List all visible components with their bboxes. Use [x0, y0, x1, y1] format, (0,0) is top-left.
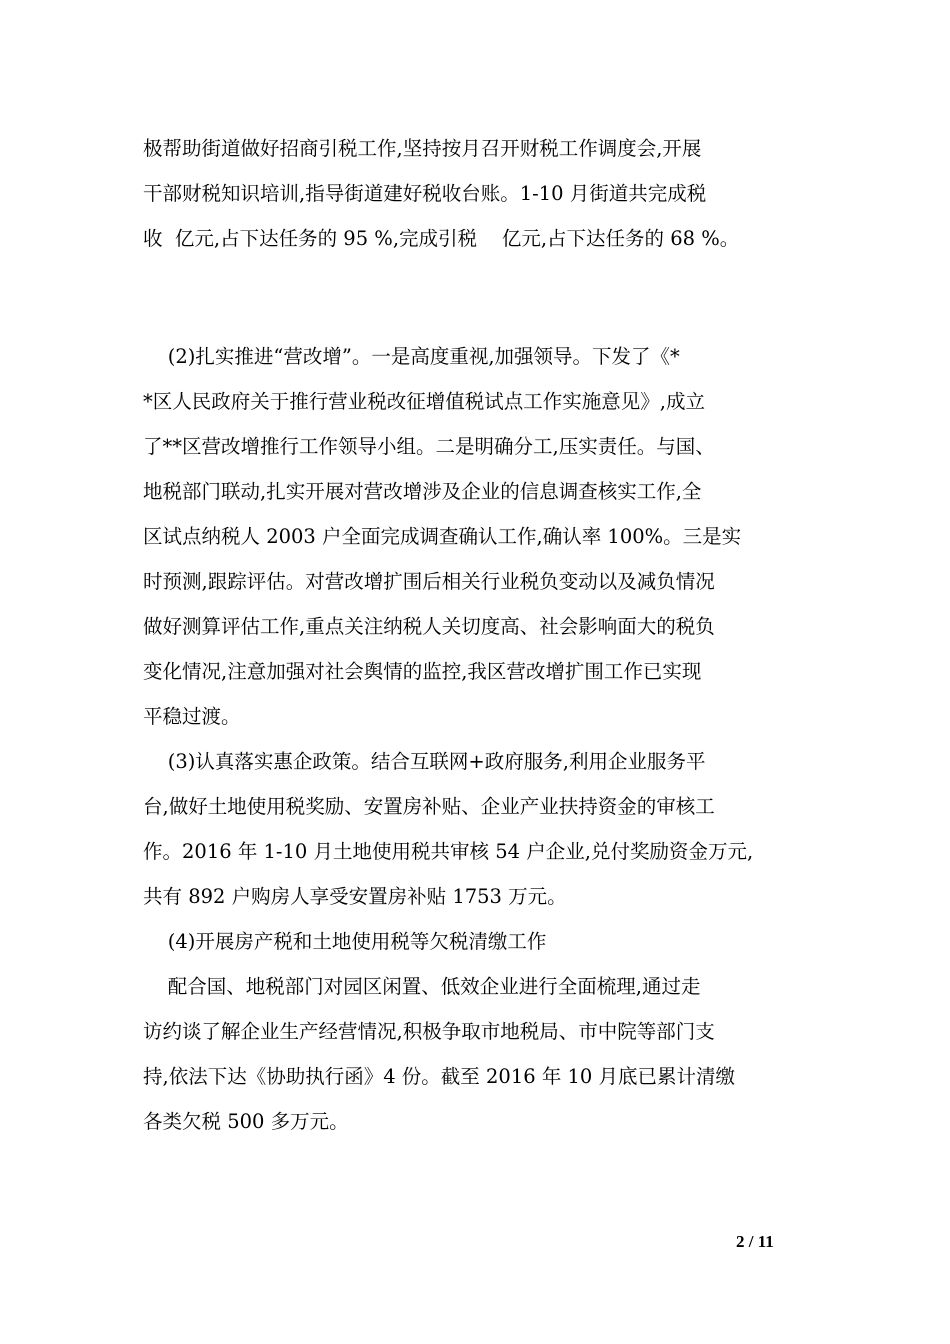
text-line: 做好测算评估工作,重点关注纳税人关切度高、社会影响面大的税负: [143, 615, 715, 638]
text-line: 共有 892 户购房人享受安置房补贴 1753 万元。: [143, 885, 567, 908]
text-line: 平稳过渡。: [143, 705, 241, 728]
page-number: 2 / 11: [736, 1232, 774, 1251]
text-line: 干部财税知识培训,指导街道建好税收台账。1-10 月街道共完成税: [143, 182, 707, 205]
text-line: 时预测,跟踪评估。对营改增扩围后相关行业税负变动以及减负情况: [143, 570, 715, 593]
text-line: *区人民政府关于推行营业税改征增值税试点工作实施意见》,成立: [143, 390, 705, 413]
paragraph-block-top: [143, 126, 811, 261]
text-line: (2)扎实推进“营改增”。一是高度重视,加强领导。下发了《*: [143, 345, 680, 368]
text-line: (4)开展房产税和土地使用税等欠税清缴工作: [143, 930, 547, 953]
text-line: 访约谈了解企业生产经营情况,积极争取市地税局、市中院等部门支: [143, 1020, 715, 1043]
text-line: 了**区营改增推行工作领导小组。二是明确分工,压实责任。与国、: [143, 435, 715, 458]
text-line: 变化情况,注意加强对社会舆情的监控,我区营改增扩围工作已实现: [143, 660, 702, 683]
text-line: 收 亿元,占下达任务的 95 %,完成引税 亿元,占下达任务的 68 %。: [143, 227, 740, 250]
text-line: 配合国、地税部门对园区闲置、低效企业进行全面梳理,通过走: [143, 975, 701, 998]
text-line: (3)认真落实惠企政策。结合互联网+政府服务,利用企业服务平: [143, 750, 706, 773]
text-line: 持,依法下达《协助执行函》4 份。截至 2016 年 10 月底已累计清缴: [143, 1065, 736, 1088]
text-line: 地税部门联动,扎实开展对营改增涉及企业的信息调查核实工作,全: [143, 480, 702, 503]
text-line: 极帮助街道做好招商引税工作,坚持按月召开财税工作调度会,开展: [143, 137, 702, 160]
text-line: 作。2016 年 1-10 月土地使用税共审核 54 户企业,兑付奖励资金万元,: [143, 840, 754, 863]
text-line: 各类欠税 500 多万元。: [143, 1110, 349, 1133]
text-line: 台,做好土地使用税奖励、安置房补贴、企业产业扶持资金的审核工: [143, 795, 715, 818]
text-line: 区试点纳税人 2003 户全面完成调查确认工作,确认率 100%。三是实: [143, 525, 742, 548]
paragraph-block-main: [143, 334, 811, 1144]
